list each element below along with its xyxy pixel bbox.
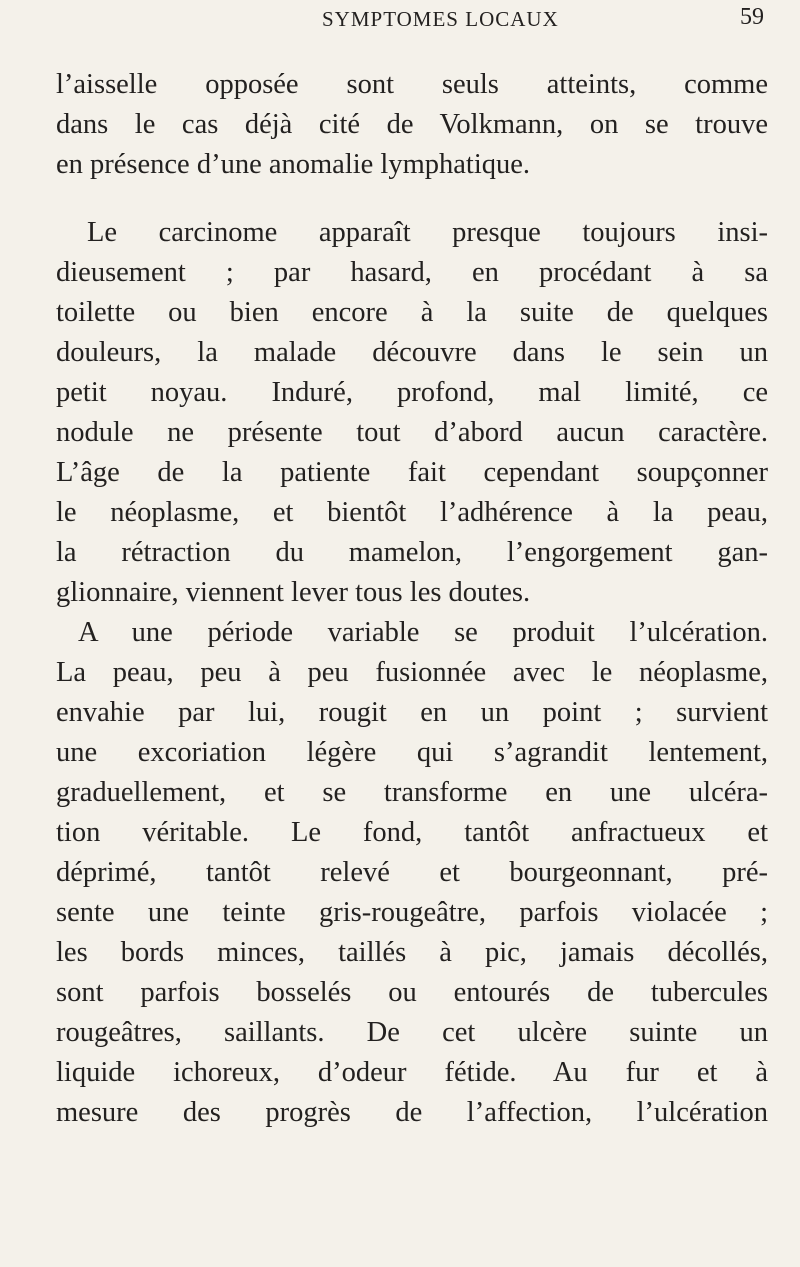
paragraph-3 [56,613,768,1133]
text-line: en présence d’une anomalie lymphatique. [56,149,531,180]
text-line: toilette ou bien encore à la suite de quelques [56,297,768,328]
text-line: L’âge de la patiente fait cependant soupçonner [56,457,768,488]
text-line: glionnaire, viennent lever tous les doutes. [56,577,531,608]
text-line: rougeâtres, saillants. De cet ulcère suinte un [56,1017,768,1048]
text-line: une excoriation légère qui s’agrandit lentement, [56,737,768,768]
text-line: nodule ne présente tout d’abord aucun caractère. [56,417,768,448]
text-line: La peau, peu à peu fusionnée avec le néoplasme, [56,657,768,688]
text-line: douleurs, la malade découvre dans le sein un [56,337,768,368]
text-line: sente une teinte gris-rougeâtre, parfois violacée ; [56,897,768,928]
paragraph-1 [56,65,768,185]
text-line: sont parfois bosselés ou entourés de tubercules [56,977,768,1008]
text-line: mesure des progrès de l’affection, l’ulcération [56,1097,768,1128]
text-line: graduellement, et se transforme en une ulcéra- [56,777,768,808]
text-line: envahie par lui, rougit en un point ; survient [56,697,768,728]
running-title: SYMPTOMES LOCAUX [322,7,559,31]
text-line: tion véritable. Le fond, tantôt anfractueux et [56,817,768,848]
text-line: les bords minces, taillés à pic, jamais décollés, [56,937,768,968]
text-line: déprimé, tantôt relevé et bourgeonnant, pré- [56,857,768,888]
running-head [0,3,800,33]
paragraph-2 [56,213,768,613]
text-line: A une période variable se produit l’ulcération. [78,617,768,648]
text-line: Le carcinome apparaît presque toujours insi- [87,217,768,248]
body-text [56,65,768,1133]
text-line: petit noyau. Induré, profond, mal limité, ce [56,377,768,408]
text-line: dans le cas déjà cité de Volkmann, on se trouve [56,109,768,140]
text-line: la rétraction du mamelon, l’engorgement gan- [56,537,768,568]
text-line: liquide ichoreux, d’odeur fétide. Au fur et à [56,1057,768,1088]
text-line: l’aisselle opposée sont seuls atteints, comme [56,69,768,100]
text-line: dieusement ; par hasard, en procédant à sa [56,257,768,288]
text-line: le néoplasme, et bientôt l’adhérence à la peau, [56,497,768,528]
paragraph-spacer [56,185,768,213]
page-number: 59 [740,4,764,30]
